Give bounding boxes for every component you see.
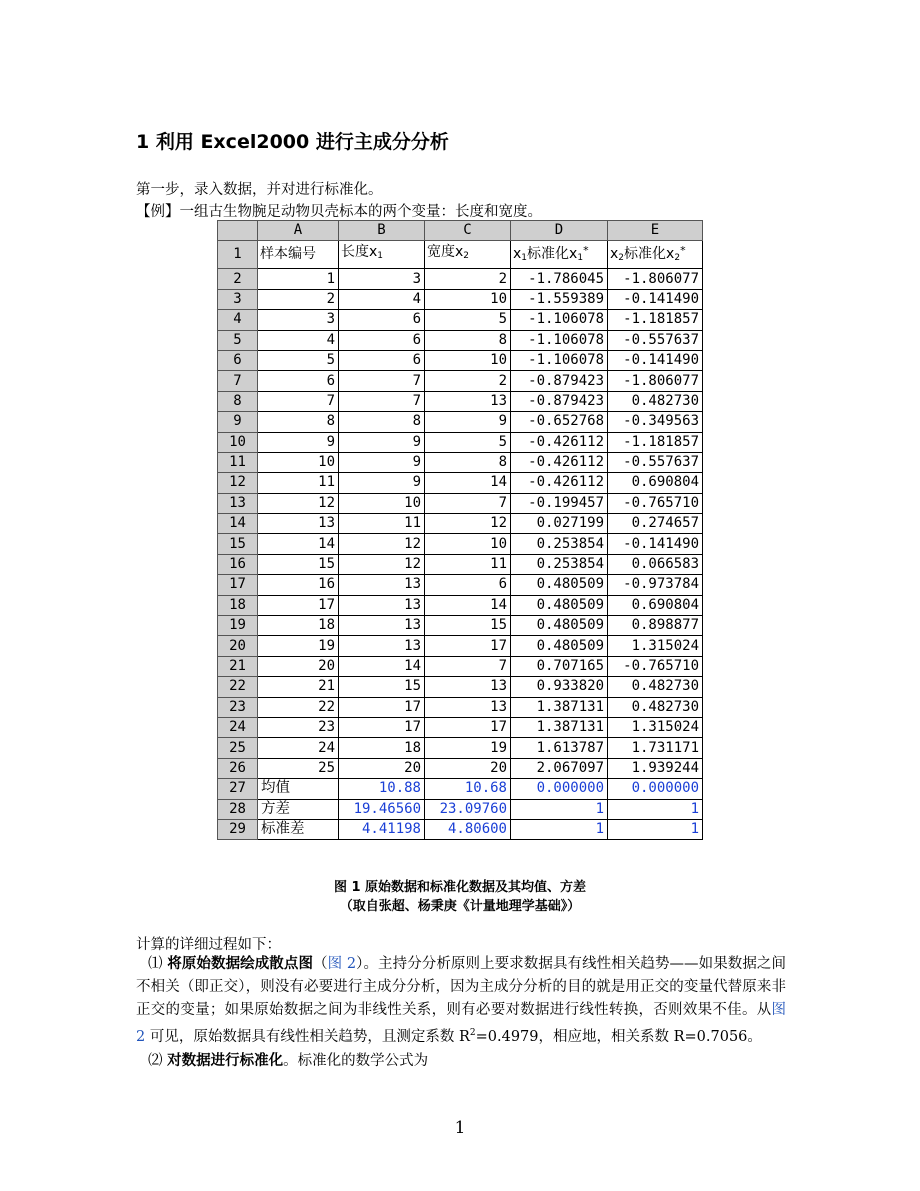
row-header[interactable]: 16 <box>218 554 258 574</box>
table-row <box>218 758 703 778</box>
table-cell[interactable]: 10 <box>425 289 511 309</box>
corner-cell[interactable] <box>218 221 258 241</box>
table-cell[interactable]: 11 <box>425 554 511 574</box>
row-header[interactable]: 26 <box>218 758 258 778</box>
row-header[interactable]: 3 <box>218 289 258 309</box>
table-cell[interactable]: 0.482730 <box>608 677 703 697</box>
row-header[interactable]: 20 <box>218 636 258 656</box>
table-row <box>218 616 703 636</box>
table-cell[interactable]: -1.106078 <box>511 330 608 350</box>
row-header[interactable]: 6 <box>218 350 258 370</box>
table-cell[interactable]: 16 <box>258 575 339 595</box>
table-row <box>218 269 703 289</box>
table-row <box>218 656 703 676</box>
table-cell[interactable]: 4 <box>339 289 425 309</box>
stats-value-cell[interactable]: 4.41198 <box>339 819 425 839</box>
stats-value-cell[interactable]: 23.09760 <box>425 799 511 819</box>
table-row <box>218 534 703 554</box>
figure-2-link[interactable]: 图 2 <box>327 956 357 972</box>
table-cell[interactable]: 9 <box>425 412 511 432</box>
column-header-row <box>218 221 703 241</box>
table-cell[interactable]: 6 <box>339 350 425 370</box>
table-cell[interactable]: 1.731171 <box>608 738 703 758</box>
table-row <box>218 412 703 432</box>
column-header-e[interactable]: E <box>608 221 703 241</box>
table-cell[interactable]: -0.765710 <box>608 493 703 513</box>
row-header[interactable]: 29 <box>218 819 258 839</box>
table-cell[interactable]: 0.482730 <box>608 697 703 717</box>
row-header[interactable]: 28 <box>218 799 258 819</box>
table-cell[interactable]: 12 <box>339 534 425 554</box>
table-cell[interactable]: 13 <box>425 391 511 411</box>
table-cell[interactable]: -0.349563 <box>608 412 703 432</box>
table-cell[interactable]: -0.652768 <box>511 412 608 432</box>
table-cell[interactable]: 0.707165 <box>511 656 608 676</box>
table-cell[interactable]: 10 <box>258 452 339 472</box>
table-cell[interactable]: 8 <box>425 330 511 350</box>
table-cell[interactable]: 7 <box>339 391 425 411</box>
table-row <box>218 493 703 513</box>
table-cell[interactable]: -0.879423 <box>511 371 608 391</box>
table-cell[interactable]: 7 <box>339 371 425 391</box>
column-header-d[interactable]: D <box>511 221 608 241</box>
table-row <box>218 636 703 656</box>
table-cell[interactable]: 15 <box>425 616 511 636</box>
table-cell[interactable]: 19 <box>425 738 511 758</box>
table-cell[interactable]: 7 <box>425 656 511 676</box>
table-cell[interactable]: 13 <box>258 514 339 534</box>
column-header-c[interactable]: C <box>425 221 511 241</box>
table-cell[interactable]: 0.253854 <box>511 554 608 574</box>
table-row <box>218 697 703 717</box>
header-row <box>218 241 703 269</box>
table-cell[interactable]: 3 <box>258 310 339 330</box>
table-cell[interactable]: -0.557637 <box>608 452 703 472</box>
table-cell[interactable]: 3 <box>339 269 425 289</box>
table-cell[interactable]: 1 <box>258 269 339 289</box>
table-cell[interactable]: 14 <box>339 656 425 676</box>
stats-value-cell[interactable]: 1 <box>608 819 703 839</box>
row-header[interactable]: 4 <box>218 310 258 330</box>
column-header-b[interactable]: B <box>339 221 425 241</box>
stats-value-cell[interactable]: 10.68 <box>425 779 511 799</box>
table-cell[interactable]: -0.426112 <box>511 452 608 472</box>
table-cell[interactable]: 0.480509 <box>511 636 608 656</box>
table-cell[interactable]: 1.387131 <box>511 717 608 737</box>
row-header[interactable]: 10 <box>218 432 258 452</box>
table-cell[interactable]: 19 <box>258 636 339 656</box>
table-cell[interactable]: 1.613787 <box>511 738 608 758</box>
table-cell[interactable]: -1.181857 <box>608 432 703 452</box>
table-cell[interactable]: 24 <box>258 738 339 758</box>
row-header[interactable]: 21 <box>218 656 258 676</box>
table-cell[interactable]: 17 <box>425 717 511 737</box>
table-cell[interactable]: 8 <box>258 412 339 432</box>
table-cell[interactable]: 0.274657 <box>608 514 703 534</box>
table-cell[interactable]: 13 <box>425 697 511 717</box>
header-cell-width[interactable]: 宽度$x_2$ <box>425 241 511 269</box>
row-header[interactable]: 1 <box>218 241 258 269</box>
row-header[interactable]: 18 <box>218 595 258 615</box>
table-cell[interactable]: 8 <box>425 452 511 472</box>
stats-row <box>218 779 703 799</box>
table-cell[interactable]: -0.557637 <box>608 330 703 350</box>
stats-value-cell[interactable]: 0.000000 <box>608 779 703 799</box>
row-header[interactable]: 9 <box>218 412 258 432</box>
table-row <box>218 738 703 758</box>
intro-text: 计算的详细过程如下： <box>136 937 281 953</box>
table-cell[interactable]: 2 <box>258 289 339 309</box>
table-row <box>218 310 703 330</box>
table-cell[interactable]: 14 <box>425 473 511 493</box>
table-cell[interactable]: -1.181857 <box>608 310 703 330</box>
table-cell[interactable]: 0.480509 <box>511 616 608 636</box>
table-cell[interactable]: 2.067097 <box>511 758 608 778</box>
table-cell[interactable]: 2 <box>425 371 511 391</box>
table-cell[interactable]: 0.690804 <box>608 595 703 615</box>
table-cell[interactable]: 1.387131 <box>511 697 608 717</box>
table-cell[interactable]: 9 <box>339 432 425 452</box>
table-cell[interactable]: -0.199457 <box>511 493 608 513</box>
row-header[interactable]: 12 <box>218 473 258 493</box>
table-cell[interactable]: 11 <box>339 514 425 534</box>
stats-value-cell[interactable]: 1 <box>608 799 703 819</box>
table-row <box>218 452 703 472</box>
table-cell[interactable]: -1.806077 <box>608 269 703 289</box>
table-cell[interactable]: 12 <box>339 554 425 574</box>
table-cell[interactable]: 5 <box>258 350 339 370</box>
table-cell[interactable]: -0.879423 <box>511 391 608 411</box>
table-cell[interactable]: 10 <box>339 493 425 513</box>
table-row <box>218 350 703 370</box>
table-cell[interactable]: 14 <box>425 595 511 615</box>
table-row <box>218 595 703 615</box>
table-cell[interactable]: 0.066583 <box>608 554 703 574</box>
table-cell[interactable]: 13 <box>425 677 511 697</box>
table-cell[interactable]: 6 <box>339 310 425 330</box>
table-cell[interactable]: 10 <box>425 350 511 370</box>
table-cell[interactable]: 4 <box>258 330 339 350</box>
table-row <box>218 391 703 411</box>
table-cell[interactable]: 9 <box>339 452 425 472</box>
table-row <box>218 514 703 534</box>
table-cell[interactable]: 11 <box>258 473 339 493</box>
stats-value-cell[interactable]: 19.46560 <box>339 799 425 819</box>
table-cell[interactable]: 17 <box>425 636 511 656</box>
table-row <box>218 717 703 737</box>
table-cell[interactable]: 13 <box>339 595 425 615</box>
stats-row <box>218 819 703 839</box>
page-heading: 1 利用 Excel2000 进行主成分分析 <box>136 131 449 153</box>
stats-value-cell[interactable]: 1 <box>511 799 608 819</box>
table-cell[interactable]: 0.933820 <box>511 677 608 697</box>
table-cell[interactable]: 0.027199 <box>511 514 608 534</box>
table-cell[interactable]: 15 <box>339 677 425 697</box>
table-cell[interactable]: 6 <box>339 330 425 350</box>
row-header[interactable]: 2 <box>218 269 258 289</box>
table-cell[interactable]: -0.973784 <box>608 575 703 595</box>
table-row <box>218 575 703 595</box>
table-cell[interactable]: 17 <box>258 595 339 615</box>
table-cell[interactable]: 15 <box>258 554 339 574</box>
paragraph-step-1: ⑴ 将原始数据绘成散点图（图 2）。主持分分析原则上要求数据具有线性相关趋势——如果数据之间不相关（即正交），则没有必要进行主成分分析，因为主成分分析的目的就是用正交的变量代替原来非正交的变量；如果原始数据之间为非线性关系，则有必要对数据进行线性转换，否则效果不佳。从图 2 可见，原始数据具有线性相关趋势，且测定系数 $R^2=0.4979$，相应地，相关系数 R=0.7056。 <box>136 955 786 1045</box>
example-text: 【例】一组古生物腕足动物贝壳标本的两个变量：长度和宽度。 <box>136 204 542 220</box>
table-cell[interactable]: -1.806077 <box>608 371 703 391</box>
table-cell[interactable]: 12 <box>425 514 511 534</box>
table-cell[interactable]: -1.786045 <box>511 269 608 289</box>
table-cell[interactable]: -0.426112 <box>511 473 608 493</box>
row-header[interactable]: 11 <box>218 452 258 472</box>
table-cell[interactable]: 12 <box>258 493 339 513</box>
row-header[interactable]: 8 <box>218 391 258 411</box>
table-cell[interactable]: -0.141490 <box>608 289 703 309</box>
paragraph-step-2: ⑵ 对数据进行标准化。标准化的数学公式为 <box>148 1051 429 1069</box>
table-cell[interactable]: 14 <box>258 534 339 554</box>
table-cell[interactable]: -1.559389 <box>511 289 608 309</box>
table-cell[interactable]: -1.106078 <box>511 350 608 370</box>
table-cell[interactable]: 7 <box>258 391 339 411</box>
table-cell[interactable]: 17 <box>339 717 425 737</box>
stats-value-cell[interactable]: 10.88 <box>339 779 425 799</box>
stats-value-cell[interactable]: 4.80600 <box>425 819 511 839</box>
table-cell[interactable]: 13 <box>339 575 425 595</box>
step-one-text: 第一步，录入数据，并对进行标准化。 <box>136 182 383 198</box>
table-cell[interactable]: 0.898877 <box>608 616 703 636</box>
table-cell[interactable]: 1.315024 <box>608 717 703 737</box>
stats-label-cell[interactable]: 标准差 <box>258 819 339 839</box>
table-cell[interactable]: 25 <box>258 758 339 778</box>
header-cell-x2-standardized[interactable]: $x_2$标准化$x_2^*$ <box>608 241 703 269</box>
page-number: 1 <box>454 1118 466 1138</box>
row-header[interactable]: 23 <box>218 697 258 717</box>
table-row <box>218 473 703 493</box>
row-header[interactable]: 13 <box>218 493 258 513</box>
table-cell[interactable]: 23 <box>258 717 339 737</box>
table-cell[interactable]: 9 <box>258 432 339 452</box>
table-cell[interactable]: 8 <box>339 412 425 432</box>
table-row <box>218 330 703 350</box>
table-cell[interactable]: 13 <box>339 636 425 656</box>
header-cell-x1-standardized[interactable]: $x_1$标准化$x_1^*$ <box>511 241 608 269</box>
table-cell[interactable]: 6 <box>258 371 339 391</box>
table-cell[interactable]: 0.482730 <box>608 391 703 411</box>
table-cell[interactable]: 7 <box>425 493 511 513</box>
header-cell-sample-id[interactable]: 样本编号 <box>258 241 339 269</box>
row-header[interactable]: 14 <box>218 514 258 534</box>
table-cell[interactable]: 5 <box>425 310 511 330</box>
row-header[interactable]: 7 <box>218 371 258 391</box>
table-row <box>218 432 703 452</box>
table-cell[interactable]: 1.315024 <box>608 636 703 656</box>
table-cell[interactable]: 9 <box>339 473 425 493</box>
row-header[interactable]: 5 <box>218 330 258 350</box>
table-cell[interactable]: 17 <box>339 697 425 717</box>
row-header[interactable]: 27 <box>218 779 258 799</box>
table-cell[interactable]: -0.141490 <box>608 534 703 554</box>
table-row <box>218 677 703 697</box>
row-header[interactable]: 17 <box>218 575 258 595</box>
figure-2-link-second[interactable]: 图 2 <box>136 1002 786 1045</box>
table-cell[interactable]: 13 <box>339 616 425 636</box>
table-cell[interactable]: 18 <box>258 616 339 636</box>
stats-label-cell[interactable]: 方差 <box>258 799 339 819</box>
table-cell[interactable]: 0.480509 <box>511 595 608 615</box>
table-cell[interactable]: 0.253854 <box>511 534 608 554</box>
row-header[interactable]: 24 <box>218 717 258 737</box>
table-cell[interactable]: 22 <box>258 697 339 717</box>
figure-source: （取自张超、杨秉庚《计量地理学基础》） <box>339 899 581 914</box>
table-cell[interactable]: -0.426112 <box>511 432 608 452</box>
figure-caption: 图 1 原始数据和标准化数据及其均值、方差 <box>333 880 587 895</box>
table-cell[interactable]: 0.690804 <box>608 473 703 493</box>
header-cell-length[interactable]: 长度$x_1$ <box>339 241 425 269</box>
table-cell[interactable]: 18 <box>339 738 425 758</box>
table-row <box>218 371 703 391</box>
table-cell[interactable]: -0.141490 <box>608 350 703 370</box>
table-cell[interactable]: 10 <box>425 534 511 554</box>
row-header[interactable]: 19 <box>218 616 258 636</box>
stats-value-cell[interactable]: 0.000000 <box>511 779 608 799</box>
table-cell[interactable]: 6 <box>425 575 511 595</box>
table-cell[interactable]: 20 <box>258 656 339 676</box>
table-cell[interactable]: 20 <box>339 758 425 778</box>
row-header[interactable]: 25 <box>218 738 258 758</box>
table-row <box>218 289 703 309</box>
table-cell[interactable]: 0.480509 <box>511 575 608 595</box>
table-cell[interactable]: 21 <box>258 677 339 697</box>
table-cell[interactable]: 20 <box>425 758 511 778</box>
table-row <box>218 554 703 574</box>
table-cell[interactable]: 2 <box>425 269 511 289</box>
row-header[interactable]: 22 <box>218 677 258 697</box>
stats-value-cell[interactable]: 1 <box>511 819 608 839</box>
stats-label-cell[interactable]: 均值 <box>258 779 339 799</box>
table-cell[interactable]: -1.106078 <box>511 310 608 330</box>
table-cell[interactable]: 1.939244 <box>608 758 703 778</box>
table-cell[interactable]: -0.765710 <box>608 656 703 676</box>
column-header-a[interactable]: A <box>258 221 339 241</box>
body-paragraphs <box>136 952 786 1073</box>
row-header[interactable]: 15 <box>218 534 258 554</box>
table-cell[interactable]: 5 <box>425 432 511 452</box>
stats-row <box>218 799 703 819</box>
spreadsheet-table <box>217 220 703 840</box>
